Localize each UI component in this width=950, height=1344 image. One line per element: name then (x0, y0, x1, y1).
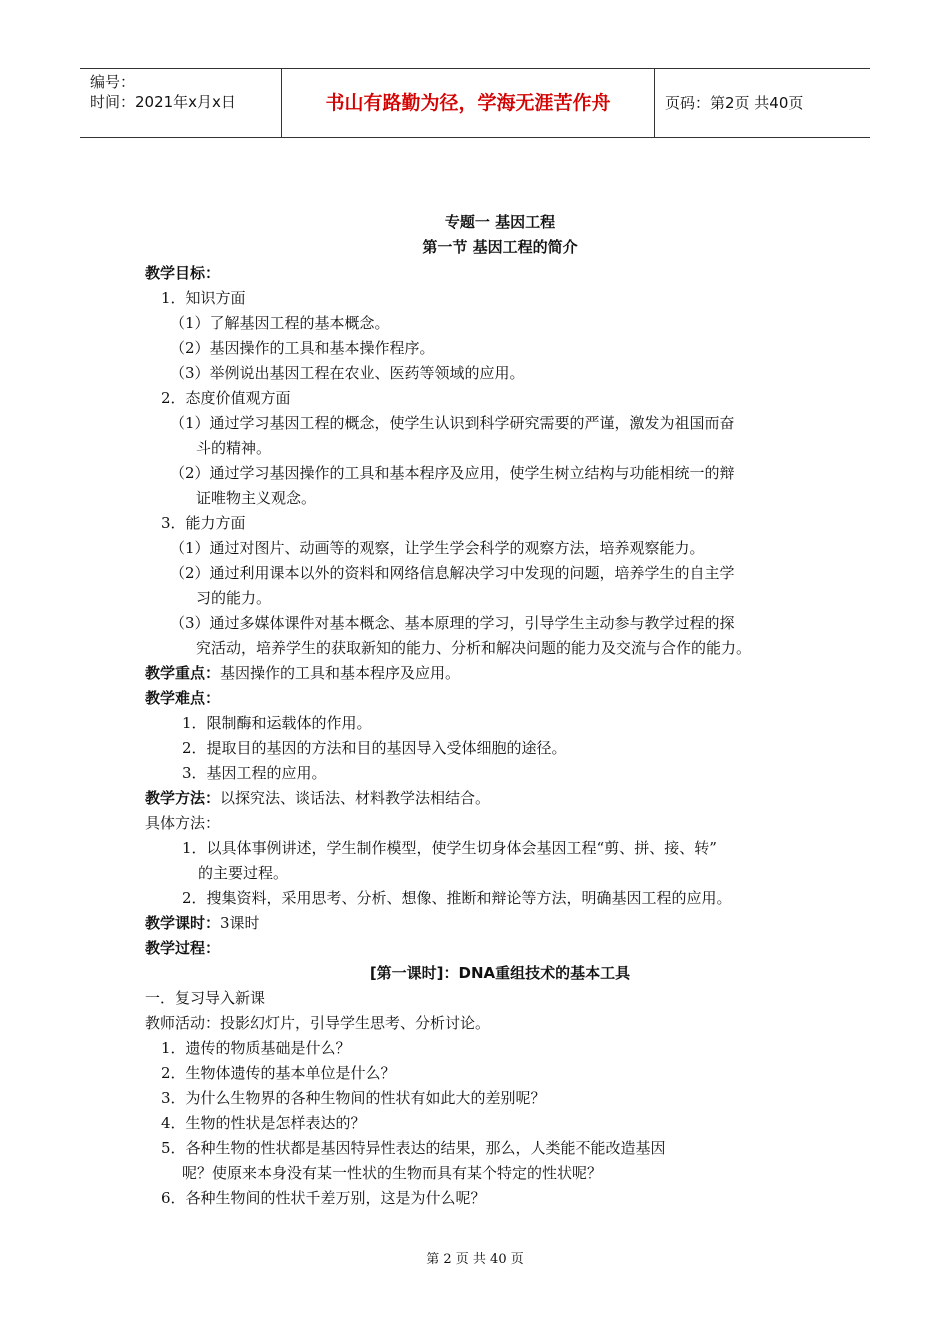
teaching-method (145, 788, 490, 808)
knowledge-heading: 1．知识方面 (161, 289, 246, 307)
difficulty-item: 3．基因工程的应用。 (182, 764, 327, 782)
difficulty-item: 1．限制酶和运载体的作用。 (182, 714, 372, 732)
attitude-item-cont: 斗的精神。 (196, 439, 272, 457)
goals-heading: 教学目标： (145, 264, 221, 282)
header-divider (654, 69, 655, 137)
header-meta (80, 69, 281, 137)
question-item: 4．生物的性状是怎样表达的？ (161, 1114, 366, 1132)
knowledge-item: （1）了解基因工程的基本概念。 (170, 314, 390, 332)
page-header (80, 68, 870, 138)
question-item: 6．各种生物间的性状千差万别，这是为什么呢？ (161, 1189, 486, 1207)
key-label: 教学重点： (145, 664, 221, 682)
teacher-activity: 教师活动：投影幻灯片，引导学生思考、分析讨论。 (145, 1014, 491, 1032)
specific-method-item: 2．搜集资料，采用思考、分析、想像、推断和辩论等方法，明确基因工程的应用。 (182, 889, 732, 907)
question-item-cont: 呢？使原来本身没有某一性状的生物而具有某个特定的性状呢？ (182, 1164, 603, 1182)
question-item: 1．遗传的物质基础是什么？ (161, 1039, 351, 1057)
header-motto: 书山有路勤为径，学海无涯苦作舟 (325, 92, 611, 114)
hours-label: 教学课时： (145, 914, 221, 932)
lesson-title: [第一课时]：DNA重组技术的基本工具 (369, 964, 631, 982)
attitude-item: （2）通过学习基因操作的工具和基本程序及应用，使学生树立结构与功能相统一的辩 (170, 464, 735, 482)
question-item: 5．各种生物的性状都是基因特异性表达的结果，那么，人类能不能改造基因 (161, 1139, 666, 1157)
ability-item: （2）通过利用课本以外的资料和网络信息解决学习中发现的问题，培养学生的自主学 (170, 564, 735, 582)
ability-item-cont: 究活动，培养学生的获取新知的能力、分析和解决问题的能力及交流与合作的能力。 (196, 639, 752, 657)
ability-item-cont: 习的能力。 (196, 589, 272, 607)
attitude-item: （1）通过学习基因工程的概念，使学生认识到科学研究需要的严谨，激发为祖国而奋 (170, 414, 735, 432)
question-item: 3．为什么生物界的各种生物间的性状有如此大的差别呢？ (161, 1089, 546, 1107)
process-heading: 教学过程： (145, 939, 221, 957)
page-footer: 第 2 页 共 40 页 (426, 1252, 524, 1267)
ability-item: （1）通过对图片、动画等的观察，让学生学会科学的观察方法，培养观察能力。 (170, 539, 705, 557)
ability-item: （3）通过多媒体课件对基本概念、基本原理的学习，引导学生主动参与教学过程的探 (170, 614, 735, 632)
specific-method-item-cont: 的主要过程。 (198, 864, 289, 882)
key-text: 基因操作的工具和基本程序及应用。 (220, 664, 461, 682)
difficulty-heading: 教学难点： (145, 689, 221, 707)
attitude-item-cont: 证唯物主义观念。 (196, 489, 317, 507)
method-label: 教学方法： (145, 789, 221, 807)
date-label: 时间：2021年x月x日 (90, 93, 236, 111)
attitude-heading: 2．态度价值观方面 (161, 389, 291, 407)
specific-method-item: 1．以具体事例讲述，学生制作模型，使学生切身体会基因工程“剪、拼、接、转” (182, 839, 717, 857)
section-title: 第一节 基因工程的简介 (422, 238, 578, 256)
knowledge-item: （2）基因操作的工具和基本操作程序。 (170, 339, 435, 357)
question-item: 2．生物体遗传的基本单位是什么？ (161, 1064, 396, 1082)
method-text: 以探究法、谈话法、材料教学法相结合。 (220, 789, 491, 807)
class-hours (145, 913, 260, 933)
serial-label: 编号： (90, 73, 136, 91)
specific-method-heading: 具体方法： (145, 814, 221, 832)
topic-title: 专题一 基因工程 (444, 213, 556, 231)
ability-heading: 3．能力方面 (161, 514, 246, 532)
review-heading: 一．复习导入新课 (145, 989, 266, 1007)
hours-text: 3课时 (220, 914, 260, 932)
difficulty-item: 2．提取目的基因的方法和目的基因导入受体细胞的途径。 (182, 739, 567, 757)
knowledge-item: （3）举例说出基因工程在农业、医药等领域的应用。 (170, 364, 525, 382)
key-points (145, 663, 460, 683)
header-page-info: 页码：第2页 共40页 (665, 94, 804, 112)
